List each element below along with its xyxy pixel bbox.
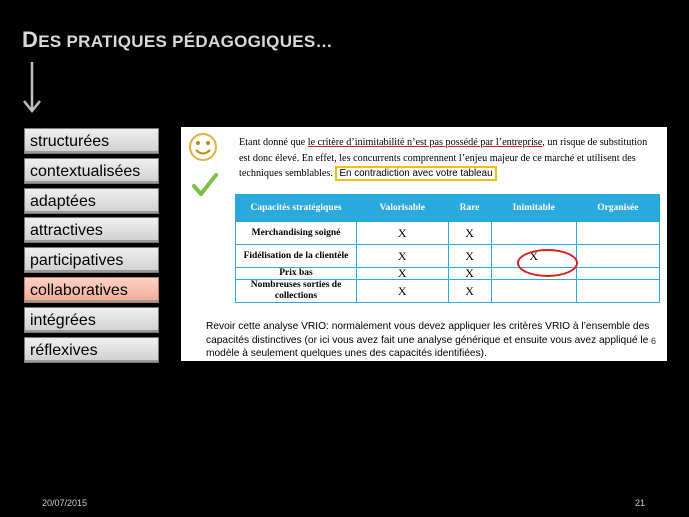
slide-title-rest: ES PRATIQUES PÉDAGOGIQUES…	[38, 32, 333, 51]
header-rare: Rare	[448, 194, 491, 222]
contradiction-note: En contradiction avec votre tableau	[335, 166, 496, 181]
teacher-comment	[239, 135, 657, 182]
slide-title	[22, 27, 333, 53]
smiley-icon	[187, 131, 219, 163]
practices-menu	[24, 128, 159, 366]
vrio-remark: Revoir cette analyse VRIO: normalement vous devez appliquer les critères VRIO à l’ensemble des capacités distinctives (or ici vous avez fait une analyse générique et ensuite vous avez appliqué le modèle à seulement quelques unes des capacités identifiées).	[206, 321, 650, 359]
cell-rare: X	[448, 245, 491, 268]
menu-item-attractives[interactable]: attractives	[24, 217, 159, 243]
cell-rare: X	[448, 268, 491, 280]
comment-part1: Etant donné que	[239, 137, 308, 148]
feedback-panel	[181, 127, 667, 361]
down-arrow-icon	[20, 60, 44, 116]
cell-valorisable: X	[357, 268, 449, 280]
document-page-number: 6	[651, 336, 657, 346]
header-organisee: Organisée	[576, 194, 659, 222]
cell-organisee	[576, 268, 659, 280]
cell-organisee	[576, 280, 659, 303]
table-row	[236, 280, 660, 303]
cell-inimitable	[491, 280, 576, 303]
cell-valorisable: X	[357, 280, 449, 303]
menu-item-adaptees[interactable]: adaptées	[24, 188, 159, 214]
cell-inimitable	[491, 222, 576, 245]
table-header-row	[236, 194, 660, 222]
cell-capacity: Prix bas	[236, 268, 357, 280]
table-row	[236, 268, 660, 280]
vrio-table	[235, 194, 660, 303]
menu-item-collaboratives[interactable]: collaboratives	[24, 277, 159, 303]
header-valorisable: Valorisable	[357, 194, 449, 222]
cell-organisee	[576, 245, 659, 268]
comment-part2: , un risque de substitution est donc élevé. En effet, les concurrents comprennent l’enjeu majeur de ce marché et utilisent des techniques semblables.	[239, 137, 648, 179]
slide-number: 21	[635, 498, 646, 508]
table-row	[236, 245, 660, 268]
cell-capacity: Fidélisation de la clientèle	[236, 245, 357, 268]
menu-item-integrees[interactable]: intégrées	[24, 307, 159, 333]
slide-title-initial: D	[22, 27, 39, 52]
cell-organisee	[576, 222, 659, 245]
footer-date: 20/07/2015	[42, 498, 88, 508]
inimitable-highlight-circle	[517, 249, 578, 277]
cell-inimitable: X	[491, 245, 576, 268]
cell-capacity: Nombreuses sorties de collections	[236, 280, 357, 303]
cell-capacity: Merchandising soigné	[236, 222, 357, 245]
header-inimitable: Inimitable	[491, 194, 576, 222]
comment-underlined: le critère d’inimitabilité n’est pas possédé par l’entreprise	[307, 137, 543, 148]
menu-item-structurees[interactable]: structurées	[24, 128, 159, 154]
menu-item-participatives[interactable]: participatives	[24, 247, 159, 273]
cell-rare: X	[448, 222, 491, 245]
menu-item-contextualisees[interactable]: contextualisées	[24, 158, 159, 184]
cell-valorisable: X	[357, 222, 449, 245]
checkmark-icon	[191, 171, 219, 199]
cell-valorisable: X	[357, 245, 449, 268]
header-capacites: Capacités stratégiques	[236, 194, 357, 222]
cell-rare: X	[448, 280, 491, 303]
menu-item-reflexives[interactable]: réflexives	[24, 337, 159, 363]
table-row	[236, 222, 660, 245]
